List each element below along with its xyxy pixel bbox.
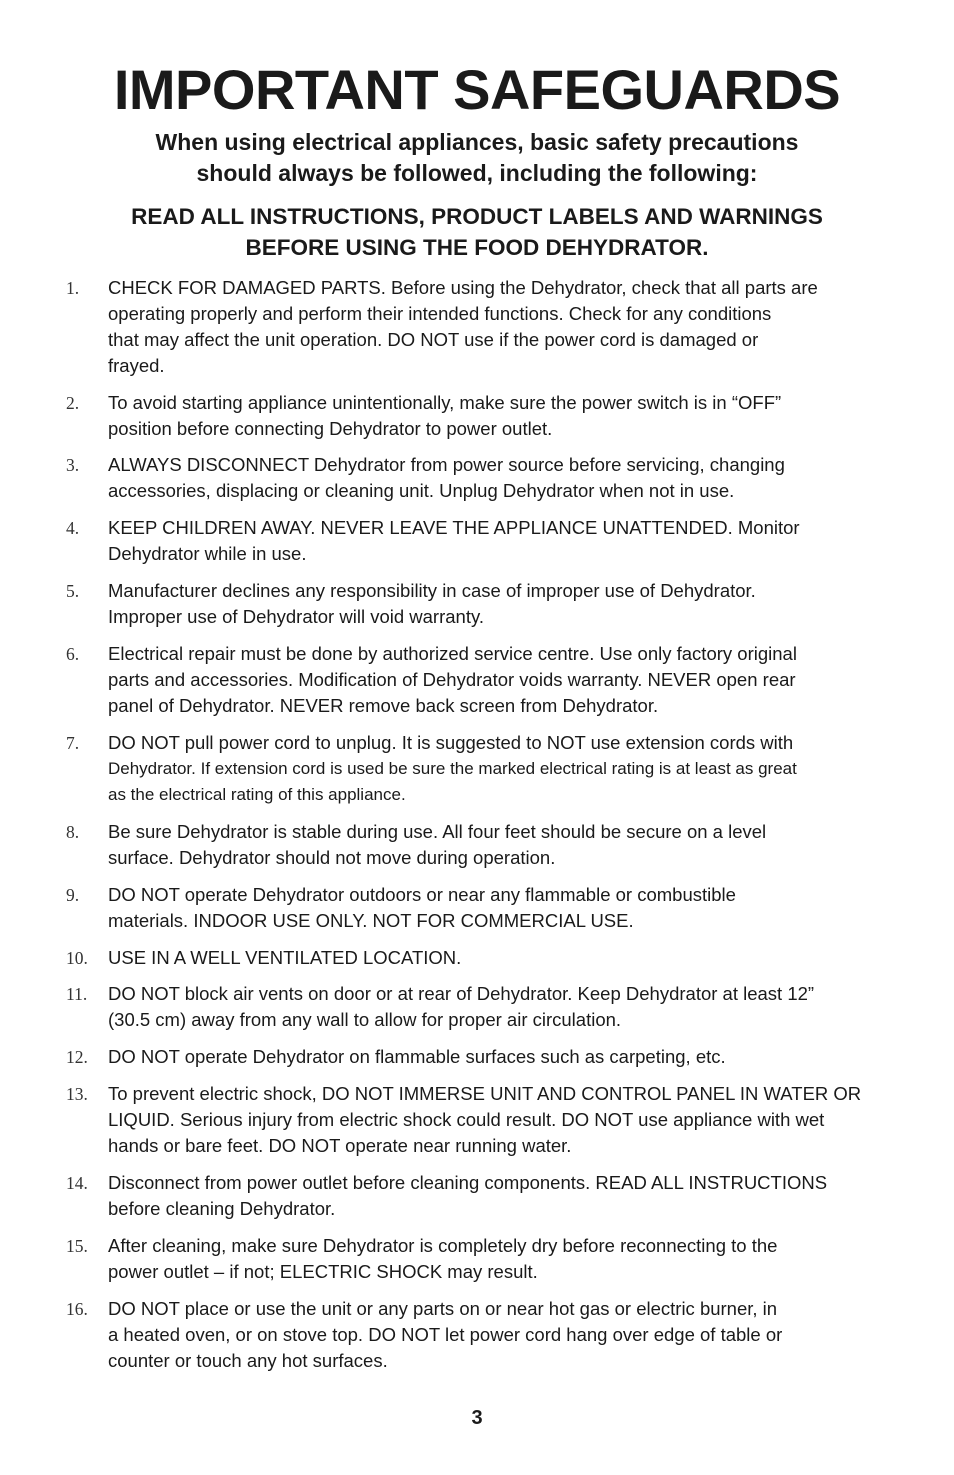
item-text-line: (30.5 cm) away from any wall to allow for proper air circulation.	[108, 1009, 622, 1030]
subtitle-line: When using electrical appliances, basic safety precautions	[155, 129, 799, 155]
item-text-line: To prevent electric shock, DO NOT IMMERSE UNIT AND CONTROL PANEL IN WATER OR	[108, 1083, 862, 1104]
item-text-line: DO NOT block air vents on door or at rear of Dehydrator. Keep Dehydrator at least 12”	[108, 983, 815, 1004]
item-text-line: counter or touch any hot surfaces.	[108, 1350, 388, 1371]
item-text-line: Be sure Dehydrator is stable during use. All four feet should be secure on a level	[108, 821, 767, 842]
page-number: 3	[471, 1407, 483, 1429]
item-text	[108, 515, 893, 567]
item-text-line: power outlet – if not; ELECTRIC SHOCK may result.	[108, 1261, 538, 1282]
item-text	[108, 819, 893, 871]
subtitle-line: should always be followed, including the following:	[196, 160, 758, 186]
item-number: 1.	[66, 278, 80, 298]
item-number: 6.	[66, 644, 80, 664]
item-text	[108, 1044, 893, 1070]
subtitle	[0, 127, 954, 189]
item-text-line: After cleaning, make sure Dehydrator is completely dry before reconnecting to the	[108, 1235, 778, 1256]
item-number: 7.	[66, 733, 80, 753]
item-text-line: Improper use of Dehydrator will void warranty.	[108, 606, 484, 627]
item-text	[108, 390, 893, 442]
item-text-line: hands or bare feet. DO NOT operate near running water.	[108, 1135, 572, 1156]
item-text-line: DO NOT pull power cord to unplug. It is suggested to NOT use extension cords with	[108, 732, 794, 753]
item-text-line: materials. INDOOR USE ONLY. NOT FOR COMMERCIAL USE.	[108, 910, 634, 931]
item-text	[108, 1170, 893, 1222]
item-number: 11.	[66, 984, 88, 1004]
page-title: IMPORTANT SAFEGUARDS	[113, 58, 841, 121]
item-text-line: as the electrical rating of this appliance.	[108, 785, 406, 804]
item-text	[108, 981, 893, 1033]
item-text-line: accessories, displacing or cleaning unit. Unplug Dehydrator when not in use.	[108, 480, 735, 501]
item-number: 13.	[66, 1084, 88, 1104]
item-number: 16.	[66, 1299, 88, 1319]
item-text	[108, 641, 893, 719]
item-text-line: panel of Dehydrator. NEVER remove back screen from Dehydrator.	[108, 695, 659, 716]
item-text-line: frayed.	[108, 355, 165, 376]
item-number: 9.	[66, 885, 80, 905]
item-text-line: before cleaning Dehydrator.	[108, 1198, 336, 1219]
item-number: 2.	[66, 393, 80, 413]
item-text-line: Electrical repair must be done by authorized service centre. Use only factory original	[108, 643, 797, 664]
item-text	[108, 452, 893, 504]
item-text-line: KEEP CHILDREN AWAY. NEVER LEAVE THE APPLIANCE UNATTENDED. Monitor	[108, 517, 800, 538]
item-text	[108, 1081, 893, 1159]
item-text	[108, 730, 893, 808]
item-text	[108, 882, 893, 934]
item-text-line: USE IN A WELL VENTILATED LOCATION.	[108, 947, 462, 968]
item-number: 8.	[66, 822, 80, 842]
item-number: 3.	[66, 455, 80, 475]
item-text-line: DO NOT place or use the unit or any parts on or near hot gas or electric burner, in	[108, 1298, 778, 1319]
item-text	[108, 275, 893, 379]
item-text-line: Disconnect from power outlet before cleaning components. READ ALL INSTRUCTIONS	[108, 1172, 828, 1193]
item-text-line: Dehydrator while in use.	[108, 543, 307, 564]
item-text-line: position before connecting Dehydrator to power outlet.	[108, 418, 553, 439]
item-text	[108, 945, 893, 971]
item-text-line: surface. Dehydrator should not move during operation.	[108, 847, 556, 868]
item-text-line: ALWAYS DISCONNECT Dehydrator from power source before servicing, changing	[108, 454, 785, 475]
item-number: 12.	[66, 1047, 88, 1067]
item-number: 14.	[66, 1173, 88, 1193]
item-text-line: a heated oven, or on stove top. DO NOT let power cord hang over edge of table or	[108, 1324, 783, 1345]
item-text-line: DO NOT operate Dehydrator on flammable surfaces such as carpeting, etc.	[108, 1046, 726, 1067]
item-number: 5.	[66, 581, 80, 601]
item-text-line: parts and accessories. Modification of Dehydrator voids warranty. NEVER open rear	[108, 669, 796, 690]
warning-line: READ ALL INSTRUCTIONS, PRODUCT LABELS AND WARNINGS	[131, 204, 823, 229]
item-text-line: operating properly and perform their intended functions. Check for any conditions	[108, 303, 772, 324]
item-number: 4.	[66, 518, 80, 538]
item-text	[108, 1296, 893, 1374]
item-text-line: that may affect the unit operation. DO NOT use if the power cord is damaged or	[108, 329, 759, 350]
item-text	[108, 1233, 893, 1285]
item-text-line: LIQUID. Serious injury from electric shock could result. DO NOT use appliance with wet	[108, 1109, 825, 1130]
item-number: 10.	[66, 948, 88, 968]
item-text-line: DO NOT operate Dehydrator outdoors or near any flammable or combustible	[108, 884, 736, 905]
item-text-line: Dehydrator. If extension cord is used be sure the marked electrical rating is at least as great	[108, 759, 797, 778]
item-text	[108, 578, 893, 630]
item-text-line: To avoid starting appliance unintentionally, make sure the power switch is in “OFF”	[108, 392, 782, 413]
item-text-line: CHECK FOR DAMAGED PARTS. Before using the Dehydrator, check that all parts are	[108, 277, 818, 298]
item-number: 15.	[66, 1236, 88, 1256]
read-instructions-warning	[0, 201, 954, 263]
item-text-line: Manufacturer declines any responsibility in case of improper use of Dehydrator.	[108, 580, 756, 601]
warning-line: BEFORE USING THE FOOD DEHYDRATOR.	[245, 235, 709, 260]
